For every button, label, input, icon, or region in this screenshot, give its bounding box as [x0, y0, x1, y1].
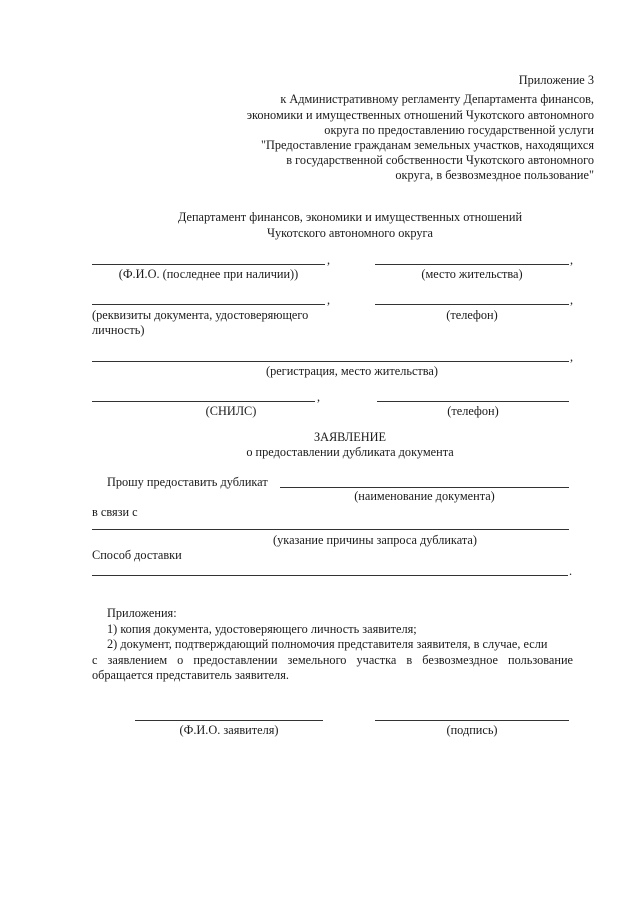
comma: ,: [317, 390, 321, 404]
id-document-caption: (реквизиты документа, удостоверяющего: [92, 308, 309, 322]
comma: ,: [327, 253, 331, 267]
registration-input-line[interactable]: [92, 361, 569, 362]
header-line: к Административному регламенту Департамента финансов,: [280, 92, 594, 106]
header-line: округа, в безвозмездное пользование": [395, 168, 594, 182]
attachment-item-2: 2) документ, подтверждающий полномочия представителя заявителя, в случае, если: [107, 637, 548, 651]
request-text: Прошу предоставить дубликат: [107, 475, 268, 489]
attachments-heading: Приложения:: [107, 606, 177, 620]
registration-caption: (регистрация, место жительства): [265, 364, 438, 378]
id-document-caption-cont: личность): [92, 323, 145, 337]
snils-input-line[interactable]: [92, 401, 315, 402]
signature-input-line[interactable]: [375, 720, 569, 721]
header-line: "Предоставление гражданам земельных участков, находящихся: [260, 138, 594, 152]
statement-title: ЗАЯВЛЕНИЕ: [313, 430, 387, 444]
phone-caption: (телефон): [446, 308, 498, 322]
comma: ,: [327, 293, 331, 307]
id-document-input-line[interactable]: [92, 304, 325, 305]
statement-subtitle: о предоставлении дубликата документа: [246, 445, 454, 459]
due-to-text: в связи с: [92, 505, 138, 519]
attachment-item-1: 1) копия документа, удостоверяющего личность заявителя;: [107, 622, 417, 636]
header-line: экономики и имущественных отношений Чукотского автономного: [246, 108, 594, 122]
applicant-name-input-line[interactable]: [135, 720, 323, 721]
signature-caption: (подпись): [446, 723, 498, 737]
residence-caption: (место жительства): [421, 267, 523, 281]
fio-caption: (Ф.И.О. (последнее при наличии)): [118, 267, 299, 281]
comma: ,: [570, 253, 574, 267]
attachment-item-2-end: обращается представитель заявителя.: [92, 668, 289, 682]
document-name-input-line[interactable]: [280, 487, 569, 488]
header-line: округа по предоставлению государственной услуги: [324, 123, 594, 137]
comma: ,: [570, 293, 574, 307]
addressee-line-2: Чукотского автономного округа: [267, 226, 433, 240]
snils-caption: (СНИЛС): [205, 404, 257, 418]
attachment-item-2-cont: с заявлением о предоставлении земельного участка в безвозмездное пользование: [92, 653, 573, 667]
phone-caption-2: (телефон): [447, 404, 499, 418]
phone-input-line[interactable]: [375, 304, 569, 305]
header-line: в государственной собственности Чукотского автономного: [286, 153, 594, 167]
phone-input-line-2[interactable]: [377, 401, 569, 402]
reason-input-line[interactable]: [92, 529, 569, 530]
reason-caption: (указание причины запроса дубликата): [273, 533, 477, 547]
delivery-method-label: Способ доставки: [92, 548, 182, 562]
addressee-line-1: Департамент финансов, экономики и имущественных отношений: [177, 210, 523, 224]
fio-input-line[interactable]: [92, 264, 325, 265]
residence-input-line[interactable]: [375, 264, 569, 265]
period: .: [569, 564, 573, 578]
document-name-caption: (наименование документа): [354, 489, 495, 503]
applicant-name-caption: (Ф.И.О. заявителя): [179, 723, 279, 737]
delivery-method-input-line[interactable]: [92, 575, 568, 576]
appendix-number: Приложение 3: [518, 73, 594, 87]
comma: ,: [570, 350, 574, 364]
